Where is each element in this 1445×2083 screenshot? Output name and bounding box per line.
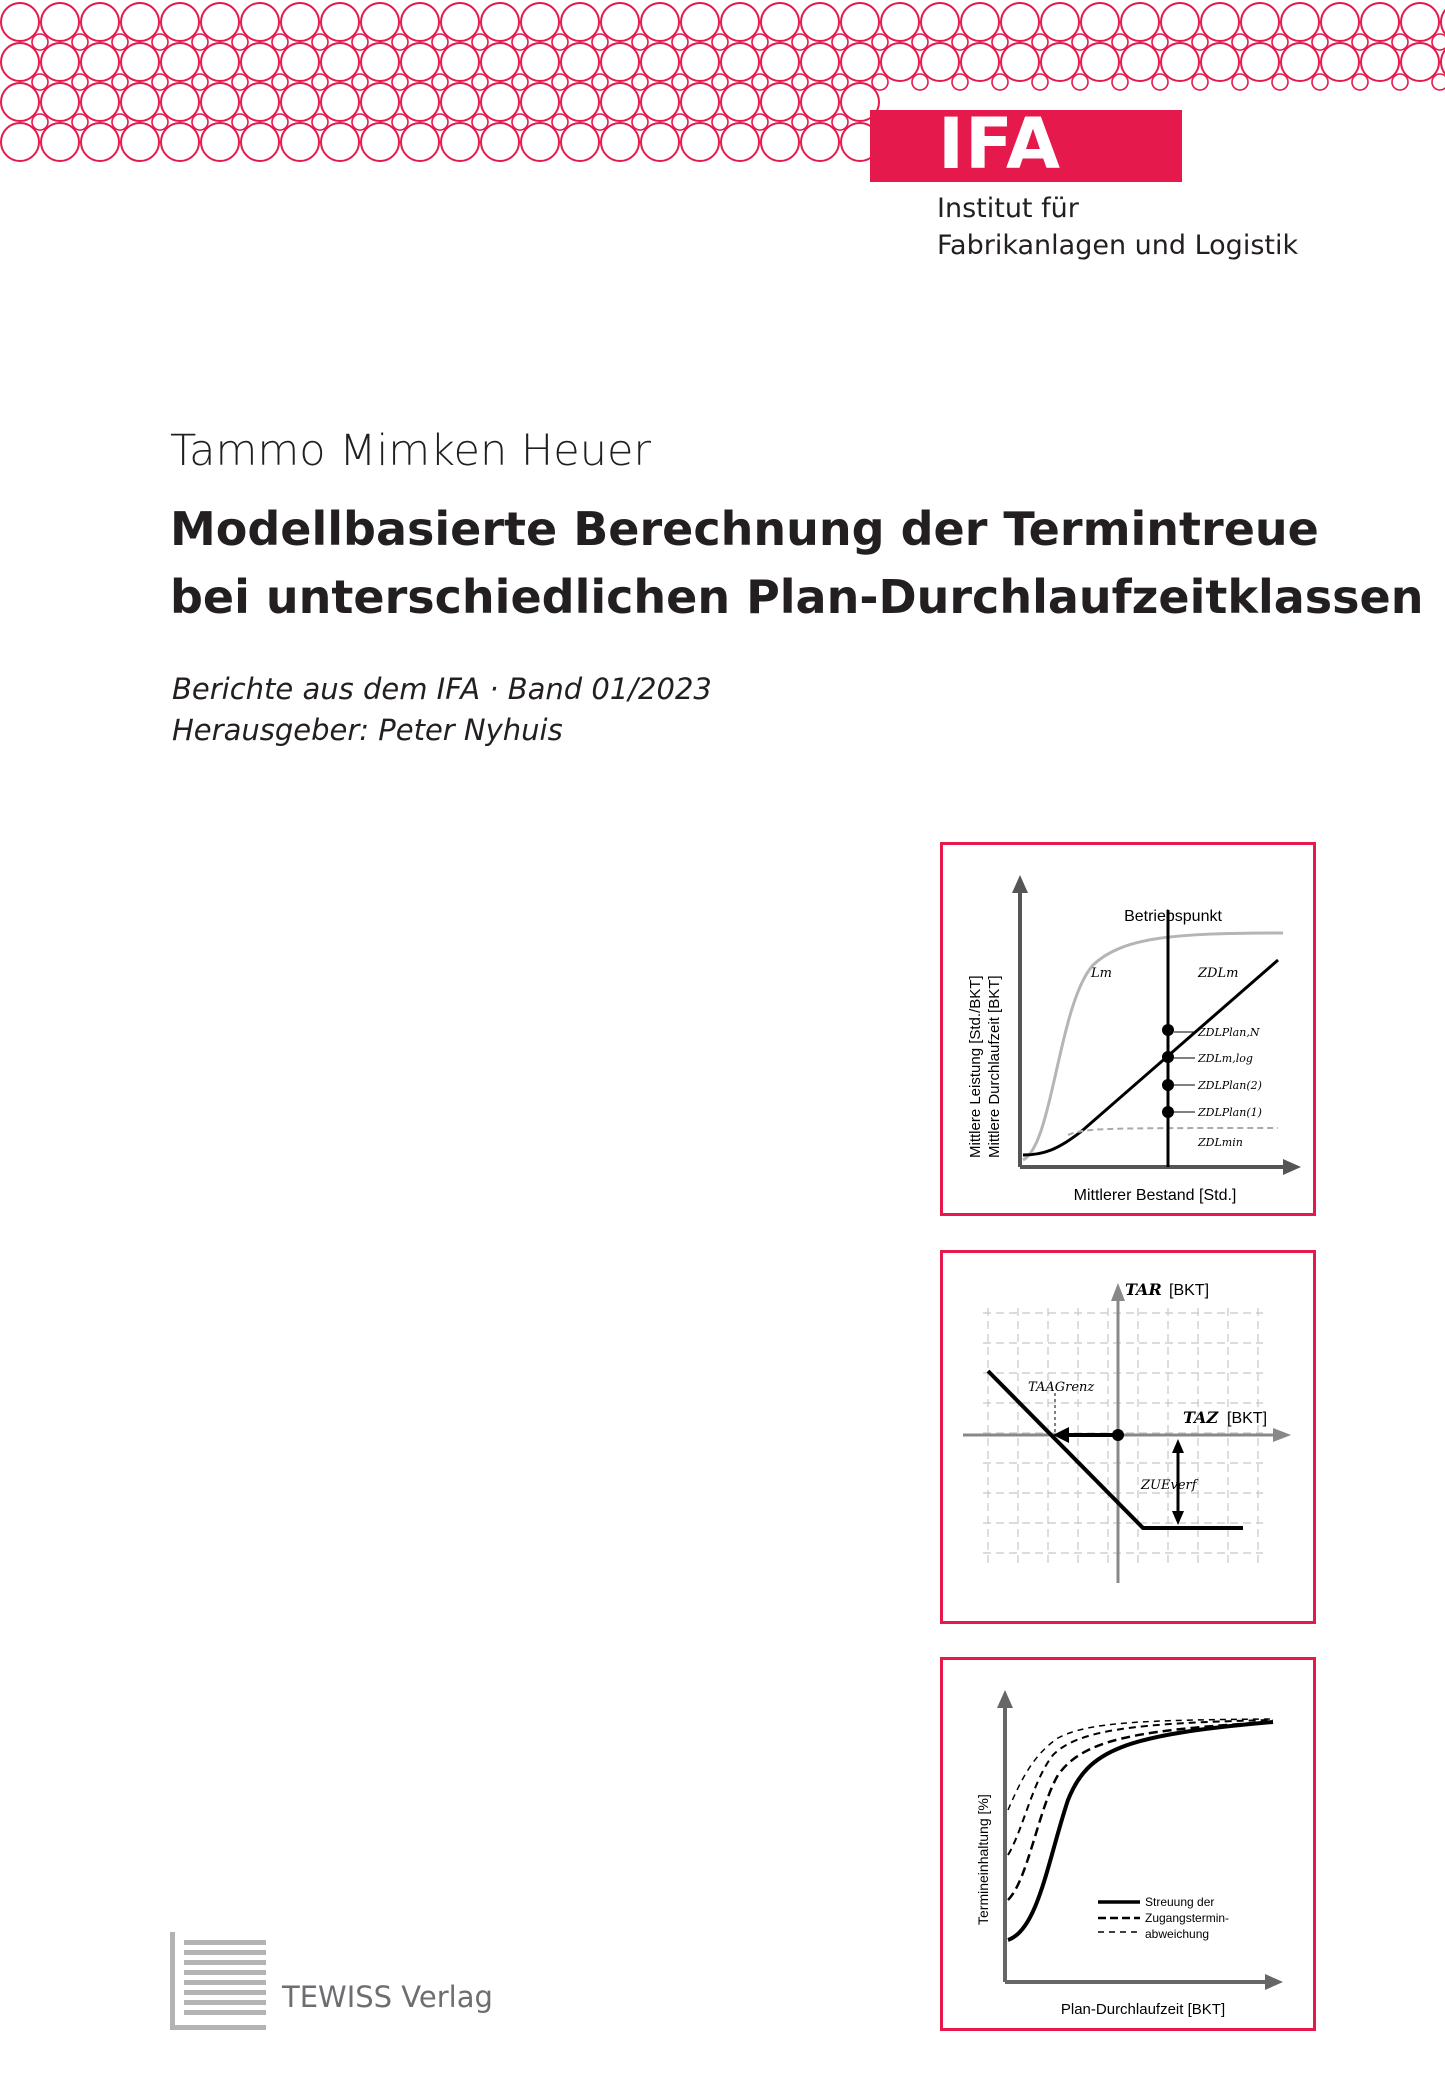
yaxis-unit: [BKT]: [1169, 1282, 1210, 1299]
label-zdlmin: ZDLmin: [1198, 1136, 1243, 1149]
leader-lines: [1174, 1032, 1195, 1112]
figure1-ylabel1: Mittlere Leistung [Std./BKT]: [967, 975, 984, 1158]
institute-name-line2: Fabrikanlagen und Logistik: [937, 230, 1299, 261]
xaxis-unit: [BKT]: [1227, 1410, 1268, 1427]
ifa-logo-text: IFA: [938, 103, 1062, 185]
curve-solid: [1008, 1722, 1273, 1940]
book-title-line2: bei unterschiedlichen Plan-Durchlaufzeitklassen: [170, 570, 1424, 624]
figure3-xlabel: Plan-Durchlaufzeit [BKT]: [1060, 2001, 1226, 2018]
xaxis-label: TAZ: [1183, 1408, 1219, 1427]
figure-delivery-deviation: [940, 1250, 1316, 1624]
legend-line1: Streuung der: [1145, 1895, 1215, 1909]
legend-line3: abweichung: [1145, 1927, 1210, 1941]
series-info: Berichte aus dem IFA · Band 01/2023: [172, 672, 712, 706]
book-title-line1: Modellbasierte Berechnung der Termintreue: [170, 502, 1319, 556]
label-zue-verf: ZUEverf: [1141, 1478, 1197, 1493]
zue-arrowhead-up: [1172, 1439, 1184, 1453]
figure1-ylabel2: Mittlere Durchlaufzeit [BKT]: [986, 975, 1003, 1158]
figure3-ylabel: Termineinhaltung [%]: [975, 1794, 991, 1925]
figure1-title: Betriebspunkt: [1124, 908, 1222, 925]
label-zdlm-log: ZDLm,log: [1198, 1052, 1253, 1065]
label-lm: Lm: [1091, 966, 1112, 981]
figure1-xlabel: Mittlerer Bestand [Std.]: [1073, 1187, 1237, 1204]
legend-lines: [1098, 1902, 1140, 1932]
editor-info: Herausgeber: Peter Nyhuis: [172, 713, 563, 747]
label-zdlplan-n: ZDLPlan,N: [1198, 1026, 1260, 1039]
lm-curve: [1023, 933, 1283, 1160]
label-zdlm: ZDLm: [1198, 966, 1239, 981]
label-taa-grenz: TAAGrenz: [1028, 1380, 1095, 1395]
label-zdlplan-2: ZDLPlan(2): [1198, 1079, 1262, 1092]
circle-pattern-banner: [0, 0, 1445, 180]
publisher-name: TEWISS Verlag: [282, 1980, 493, 2014]
legend-line2: Zugangstermin-: [1145, 1911, 1230, 1925]
author-name: Tammo Mimken Heuer: [170, 426, 652, 476]
curve-dashed-3: [1008, 1719, 1273, 1810]
publisher-logo-icon: [168, 1932, 268, 2032]
zdlmin-line: [1068, 1128, 1278, 1135]
origin-point: [1112, 1429, 1124, 1441]
label-zdlplan-1: ZDLPlan(1): [1198, 1106, 1262, 1119]
yaxis-label: TAR: [1125, 1280, 1162, 1299]
institute-name-line1: Institut für: [937, 193, 1079, 224]
tar-curve: [988, 1371, 1243, 1528]
figure-operating-curve: [940, 842, 1316, 1216]
figure-due-date-compliance: [940, 1657, 1316, 2031]
